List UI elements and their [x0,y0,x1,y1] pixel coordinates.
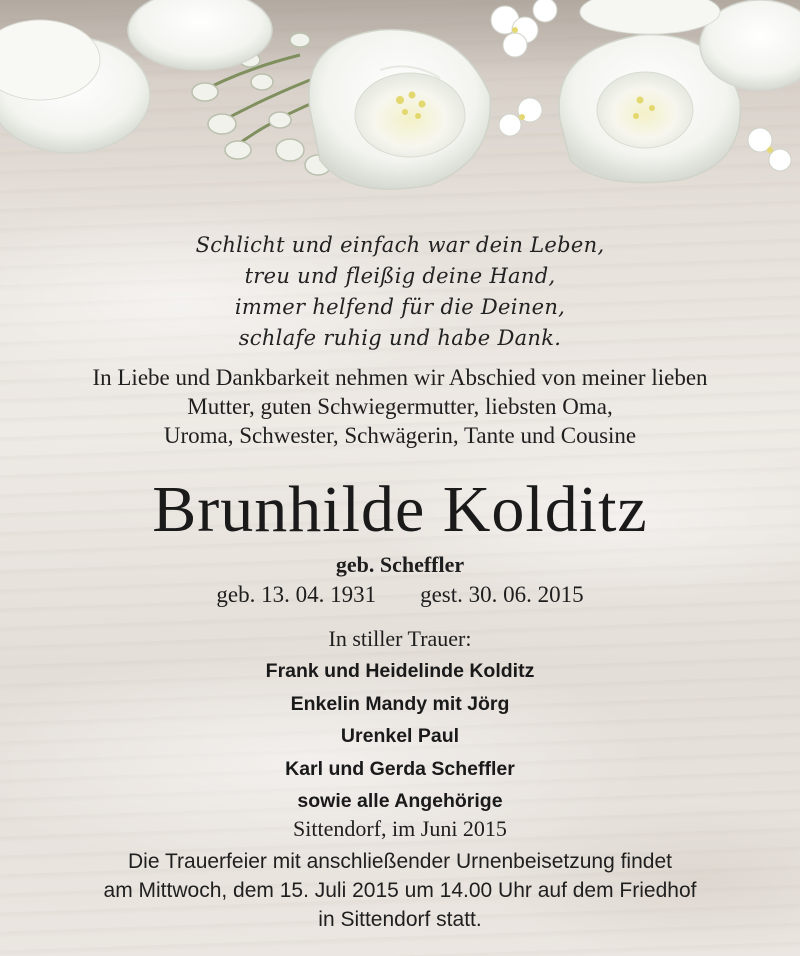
place-and-date: Sittendorf, im Juni 2015 [293,816,507,841]
mourner-name: Enkelin Mandy mit Jörg [290,692,510,715]
verse-line: immer helfend für die Deinen, [234,295,566,319]
funeral-line: Die Trauerfeier mit anschließender Urnenbeisetzung findet [128,850,672,873]
verse [0,230,800,354]
mourner-name: Karl und Gerda Scheffler [285,757,515,780]
deceased-name: Brunhilde Kolditz [152,473,648,546]
funeral-line: am Mittwoch, dem 15. Juli 2015 um 14.00 Uhr auf dem Friedhof [103,879,697,902]
mourner-name: Frank und Heidelinde Kolditz [265,660,535,682]
verse-line: Schlicht und einfach war dein Leben, [195,233,605,257]
intro-line: Mutter, guten Schwiegermutter, liebsten Oma, [187,394,613,419]
intro-line: In Liebe und Dankbarkeit nehmen wir Abschied von meiner lieben [92,365,708,390]
white-tulips-flower-decoration [0,0,800,200]
intro-line: Uroma, Schwester, Schwägerin, Tante und Cousine [163,423,637,448]
life-dates [0,580,800,610]
birth-date: geb. 13. 04. 1931 [216,582,377,607]
death-date: gest. 30. 06. 2015 [420,582,584,607]
verse-line: schlafe ruhig und habe Dank. [238,326,562,350]
funeral-line: in Sittendorf statt. [318,908,482,931]
mourner-name: sowie alle Angehörige [297,790,503,812]
mourners-list [0,655,800,818]
mourner-name: Urenkel Paul [340,725,460,747]
funeral-info [0,847,800,934]
verse-line: treu und fleißig deine Hand, [244,264,556,288]
farewell-intro [0,363,800,450]
mourning-heading: In stiller Trauer: [328,626,472,651]
birth-name: geb. Scheffler [335,552,465,577]
